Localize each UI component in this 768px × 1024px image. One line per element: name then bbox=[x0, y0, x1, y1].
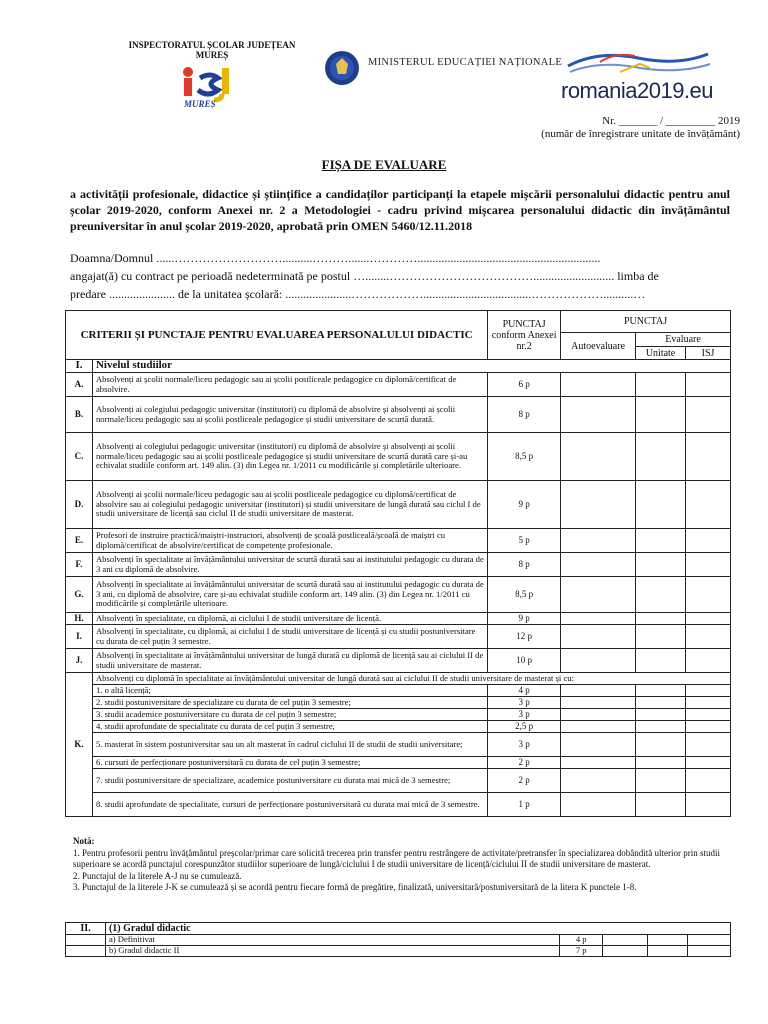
row-points: 10 p bbox=[488, 649, 561, 673]
autoevaluare-cell[interactable] bbox=[561, 613, 636, 625]
table-row bbox=[66, 433, 731, 481]
row-points: 3 p bbox=[488, 733, 561, 757]
autoevaluare-cell[interactable] bbox=[561, 793, 636, 817]
row-points: 2 p bbox=[488, 769, 561, 793]
row-criterion: Absolvenți ai școlii normale/liceu pedagogic sau ai școlii postliceale pedagogice cu diplomă/certificat de absolvire. bbox=[92, 373, 487, 397]
unitate-cell[interactable] bbox=[648, 935, 688, 946]
row-label: B. bbox=[66, 397, 93, 433]
isj-cell[interactable] bbox=[686, 733, 731, 757]
isj-header: ISJ bbox=[686, 347, 731, 360]
autoevaluare-cell[interactable] bbox=[561, 433, 636, 481]
unitate-cell[interactable] bbox=[636, 529, 686, 553]
punctaj-header: PUNCTAJ bbox=[561, 311, 731, 333]
candidate-school-line[interactable]: predare ...................... de la unitatea școlară: ......................………………....................................………………..........… bbox=[70, 287, 646, 301]
row-label bbox=[66, 946, 106, 957]
isj-cell[interactable] bbox=[686, 373, 731, 397]
autoevaluare-cell[interactable] bbox=[561, 697, 636, 709]
table-row-k-item bbox=[66, 697, 731, 709]
row-points: 5 p bbox=[488, 529, 561, 553]
row-criterion: Absolvenți în specialitate, cu diplomă, ai ciclului I de studii universitare de licență. bbox=[92, 613, 487, 625]
row-points: 3 p bbox=[488, 709, 561, 721]
unitate-cell[interactable] bbox=[636, 685, 686, 697]
isj-cell[interactable] bbox=[686, 709, 731, 721]
table-row-k-item bbox=[66, 685, 731, 697]
romania2019-text: romania2019.eu bbox=[561, 78, 714, 103]
autoevaluare-cell[interactable] bbox=[561, 769, 636, 793]
section2-table bbox=[65, 922, 731, 957]
unitate-cell[interactable] bbox=[636, 481, 686, 529]
row-points: 12 p bbox=[488, 625, 561, 649]
unitate-cell[interactable] bbox=[636, 577, 686, 613]
isj-cell[interactable] bbox=[686, 529, 731, 553]
table-row bbox=[66, 935, 731, 946]
row-criterion: 8. studii aprofundate de specialitate, cursuri de perfecționare postuniversitară cu durata mai mică de 3 semestre. bbox=[92, 793, 487, 817]
row-criterion: 6. cursuri de perfecționare postuniversitară cu durata de cel puțin 3 semestre; bbox=[92, 757, 487, 769]
section-number: I. bbox=[66, 360, 93, 373]
autoevaluare-cell[interactable] bbox=[561, 721, 636, 733]
unitate-cell[interactable] bbox=[636, 625, 686, 649]
row-points: 4 p bbox=[560, 935, 603, 946]
table-row-k-item bbox=[66, 769, 731, 793]
unitate-cell[interactable] bbox=[636, 733, 686, 757]
isj-logo-icon bbox=[178, 64, 240, 108]
registration-number: Nr. _______ / _________ 2019 bbox=[602, 115, 740, 127]
unitate-cell[interactable] bbox=[636, 613, 686, 625]
table-row-k-item bbox=[66, 793, 731, 817]
unitate-cell[interactable] bbox=[648, 946, 688, 957]
autoevaluare-cell[interactable] bbox=[561, 553, 636, 577]
page-header bbox=[0, 0, 768, 140]
row-criterion: Absolvenți în specialitate ai învățământului universitar de scurtă durată sau ai institutului pedagogic cu durata de 3 ani cu diplomă de absolvire. bbox=[92, 553, 487, 577]
section2-title: (1) Gradul didactic bbox=[105, 923, 730, 935]
isj-line2: MUREȘ bbox=[195, 50, 229, 60]
isj-cell[interactable] bbox=[686, 625, 731, 649]
table-row-k-item bbox=[66, 721, 731, 733]
unitate-cell[interactable] bbox=[636, 721, 686, 733]
row-criterion: 4. studii aprofundate de specialitate cu durata de cel puțin 3 semestre, bbox=[92, 721, 487, 733]
isj-cell[interactable] bbox=[688, 946, 731, 957]
autoevaluare-cell[interactable] bbox=[561, 625, 636, 649]
autoevaluare-cell[interactable] bbox=[561, 649, 636, 673]
row-criterion: Absolvenți în specialitate, cu diplomă, ai ciclului I de studii universitare de licență și cu studii postuniversitare cu durata de cel puțin 3 semestre. bbox=[92, 625, 487, 649]
row-label: J. bbox=[66, 649, 93, 673]
punctaj-conform-header: PUNCTAJ conform Anexei nr.2 bbox=[488, 311, 561, 360]
row-criterion: Absolvenți ai colegiului pedagogic universitar (institutori) cu diplomă de absolvire și absolvenți ai școlii normale/liceu pedagogic sau ai școlii postliceale pedagogice și studii universitare de scurtă durată. bbox=[92, 397, 487, 433]
unitate-cell[interactable] bbox=[636, 793, 686, 817]
isj-cell[interactable] bbox=[686, 433, 731, 481]
isj-cell[interactable] bbox=[686, 649, 731, 673]
isj-cell[interactable] bbox=[686, 397, 731, 433]
row-criterion: 1. o altă licență; bbox=[92, 685, 487, 697]
row-points: 7 p bbox=[560, 946, 603, 957]
unitate-cell[interactable] bbox=[636, 757, 686, 769]
autoevaluare-cell[interactable] bbox=[561, 709, 636, 721]
intro-paragraph: a activității profesionale, didactice și științifice a candidaților participanți la etapele mișcării personalului didactic pentru anul școlar 2019-2020, conform Anexei nr. 2 a Metodologiei - cadru privind mișcarea personalului didactic din învățământul preuniversitar în anul școlar 2019-2020, aprobată prin OMEN 5460/12.11.2018 bbox=[70, 187, 730, 233]
isj-cell[interactable] bbox=[686, 685, 731, 697]
table-row bbox=[66, 529, 731, 553]
row-label: F. bbox=[66, 553, 93, 577]
table-row-k-intro bbox=[66, 673, 731, 685]
notes-block bbox=[73, 836, 733, 894]
isj-cell[interactable] bbox=[686, 757, 731, 769]
table-row bbox=[66, 553, 731, 577]
row-criterion: a) Definitivat bbox=[105, 935, 559, 946]
table-row bbox=[66, 613, 731, 625]
isj-logo-text: MUREȘ bbox=[184, 99, 216, 108]
candidate-post-line[interactable]: angajat(ă) cu contract pe perioadă nedeterminată pe postul …........………………………………........................... limba de bbox=[70, 269, 659, 283]
row-points: 4 p bbox=[488, 685, 561, 697]
isj-cell[interactable] bbox=[686, 697, 731, 709]
isj-cell[interactable] bbox=[686, 613, 731, 625]
section-title: Nivelul studiilor bbox=[92, 360, 730, 373]
autoevaluare-cell[interactable] bbox=[561, 397, 636, 433]
row-points: 8,5 p bbox=[488, 433, 561, 481]
criteria-table bbox=[65, 310, 731, 817]
row-points: 1 p bbox=[488, 793, 561, 817]
isj-cell[interactable] bbox=[688, 935, 731, 946]
unitate-header: Unitate bbox=[636, 347, 686, 360]
table-row bbox=[66, 577, 731, 613]
row-criterion: Absolvenți ai colegiului pedagogic universitar (institutori) cu diplomă de absolvire și absolvenți ai școlii normale/liceu pedagogic sau ai școlii postliceale pedagogice și studii universitare de scurtă durată care și-au echivalat studiile conform art. 149 alin. (3) din Legea nr. 1/2011 cu modificările și completările ulterioare. bbox=[92, 433, 487, 481]
row-points: 8 p bbox=[488, 397, 561, 433]
row-label: C. bbox=[66, 433, 93, 481]
row-criterion: Profesori de instruire practică/maiștri-instructori, absolvenți de școală postliceală/școală de maiștri cu diplomă/certificat de absolvire/certificat de competențe profesionale. bbox=[92, 529, 487, 553]
row-points: 3 p bbox=[488, 697, 561, 709]
unitate-cell[interactable] bbox=[636, 709, 686, 721]
isj-cell[interactable] bbox=[686, 553, 731, 577]
table-row bbox=[66, 481, 731, 529]
isj-cell[interactable] bbox=[686, 793, 731, 817]
registration-caption: (număr de înregistrare unitate de învățământ) bbox=[541, 128, 740, 140]
table-row bbox=[66, 397, 731, 433]
row-label: E. bbox=[66, 529, 93, 553]
row-label: G. bbox=[66, 577, 93, 613]
isj-cell[interactable] bbox=[686, 577, 731, 613]
note-3: 3. Punctajul de la literele J-K se cumulează și se acordă pentru fiecare formă de pregătire, finalizată, universitară/postuniversitară de la litera K punctele 1-8. bbox=[73, 882, 637, 892]
row-criterion: Absolvenți ai școlii normale/liceu pedagogic sau ai școlii postliceale pedagogice cu diplomă/certificat de absolvire sau ai colegiului pedagogic universitar (institutori) și studii universitare de lungă durată sau ciclul I de studii universitare de licență sau ciclul II de studii universitare de masterat. bbox=[92, 481, 487, 529]
autoevaluare-cell[interactable] bbox=[561, 733, 636, 757]
autoevaluare-cell[interactable] bbox=[561, 373, 636, 397]
unitate-cell[interactable] bbox=[636, 373, 686, 397]
criteria-header: CRITERII ȘI PUNCTAJE PENTRU EVALUAREA PERSONALULUI DIDACTIC bbox=[66, 311, 488, 360]
table-row bbox=[66, 373, 731, 397]
row-label: I. bbox=[66, 625, 93, 649]
table-row-k-item bbox=[66, 757, 731, 769]
ministry-crest-icon bbox=[322, 50, 552, 86]
row-points: 8 p bbox=[488, 553, 561, 577]
table-row bbox=[66, 946, 731, 957]
ministry-name: MINISTERUL EDUCAȚIEI NAȚIONALE bbox=[368, 57, 563, 68]
autoevaluare-cell[interactable] bbox=[561, 757, 636, 769]
autoevaluare-cell[interactable] bbox=[603, 946, 648, 957]
isj-cell[interactable] bbox=[686, 769, 731, 793]
row-criterion: 2. studii postuniversitare de specializare cu durata de cel puțin 3 semestre; bbox=[92, 697, 487, 709]
row-label: D. bbox=[66, 481, 93, 529]
candidate-form bbox=[70, 249, 734, 303]
autoevaluare-cell[interactable] bbox=[561, 577, 636, 613]
isj-cell[interactable] bbox=[686, 721, 731, 733]
unitate-cell[interactable] bbox=[636, 697, 686, 709]
row-points: 8,5 p bbox=[488, 577, 561, 613]
row-criterion: Absolvenți în specialitate ai învățământului universitar de lungă durată cu diplomă de licență sau ai ciclului II de studii universitare de masterat. bbox=[92, 649, 487, 673]
table-row bbox=[66, 649, 731, 673]
unitate-cell[interactable] bbox=[636, 397, 686, 433]
row-criterion: Absolvenți în specialitate ai învățământului universitar de scurtă durată sau ai institutului pedagogic cu durata de 3 ani, cu diplomă de absolvire, care și-au echivalat studiile conform art. 149 alin. (3) din Legea nr. 1/2011 cu modificările și completările ulterioare. bbox=[92, 577, 487, 613]
row-criterion: 7. studii postuniversitare de specializare, academice postuniversitare cu durata mai mică de 3 semestre; bbox=[92, 769, 487, 793]
isj-cell[interactable] bbox=[686, 481, 731, 529]
table-row-k-item bbox=[66, 733, 731, 757]
row-k-intro: Absolvenți cu diplomă în specialitate ai învățământului universitar de lungă durată sau ai ciclului II de studii universitare de masterat și cu: bbox=[92, 673, 730, 685]
autoevaluare-cell[interactable] bbox=[561, 529, 636, 553]
row-points: 9 p bbox=[488, 481, 561, 529]
row-label: H. bbox=[66, 613, 93, 625]
note-1: 1. Pentru profesorii pentru învățământul preșcolar/primar care solicită trecerea prin transfer pentru restrângere de activitate/pretransfer în specializarea dobândită ulterior prin studii superioare se acordă punctajul corespunzător studiilor superioare de lungă/ciclului I de studii universitare de licență/ciclului II de studii universitare de masterat. bbox=[73, 847, 720, 869]
row-label bbox=[66, 935, 106, 946]
unitate-cell[interactable] bbox=[636, 649, 686, 673]
table-row bbox=[66, 625, 731, 649]
registration-block bbox=[510, 115, 740, 141]
unitate-cell[interactable] bbox=[636, 433, 686, 481]
note-2: 2. Punctajul de la literele A-J nu se cumulează. bbox=[73, 870, 242, 881]
section2-number: II. bbox=[66, 923, 106, 935]
notes-title: Notă: bbox=[73, 836, 95, 846]
autoevaluare-cell[interactable] bbox=[561, 685, 636, 697]
isj-line1: INSPECTORATUL ȘCOLAR JUDEȚEAN bbox=[128, 40, 296, 50]
row-points: 2 p bbox=[488, 757, 561, 769]
autoevaluare-header: Autoevaluare bbox=[561, 333, 636, 360]
evaluare-header: Evaluare bbox=[636, 333, 731, 347]
autoevaluare-cell[interactable] bbox=[603, 935, 648, 946]
row-label: A. bbox=[66, 373, 93, 397]
table-row-k-item bbox=[66, 709, 731, 721]
row-criterion: 3. studii academice postuniversitare cu durata de cel puțin 3 semestre; bbox=[92, 709, 487, 721]
row-criterion: 5. masterat în sistem postuniversitar sau un alt masterat în cadrul ciclului II de studii de studii universitare; bbox=[92, 733, 487, 757]
row-points: 9 p bbox=[488, 613, 561, 625]
row-criterion: b) Gradul didactic II bbox=[105, 946, 559, 957]
unitate-cell[interactable] bbox=[636, 769, 686, 793]
row-points: 2,5 p bbox=[488, 721, 561, 733]
row-label: K. bbox=[66, 673, 93, 817]
autoevaluare-cell[interactable] bbox=[561, 481, 636, 529]
isj-name bbox=[112, 40, 312, 60]
row-points: 6 p bbox=[488, 373, 561, 397]
unitate-cell[interactable] bbox=[636, 553, 686, 577]
candidate-name-line[interactable]: Doamna/Domnul ......………………………..........……….......…………............................................................. bbox=[70, 251, 601, 265]
page-title: FIȘA DE EVALUARE bbox=[321, 157, 447, 172]
